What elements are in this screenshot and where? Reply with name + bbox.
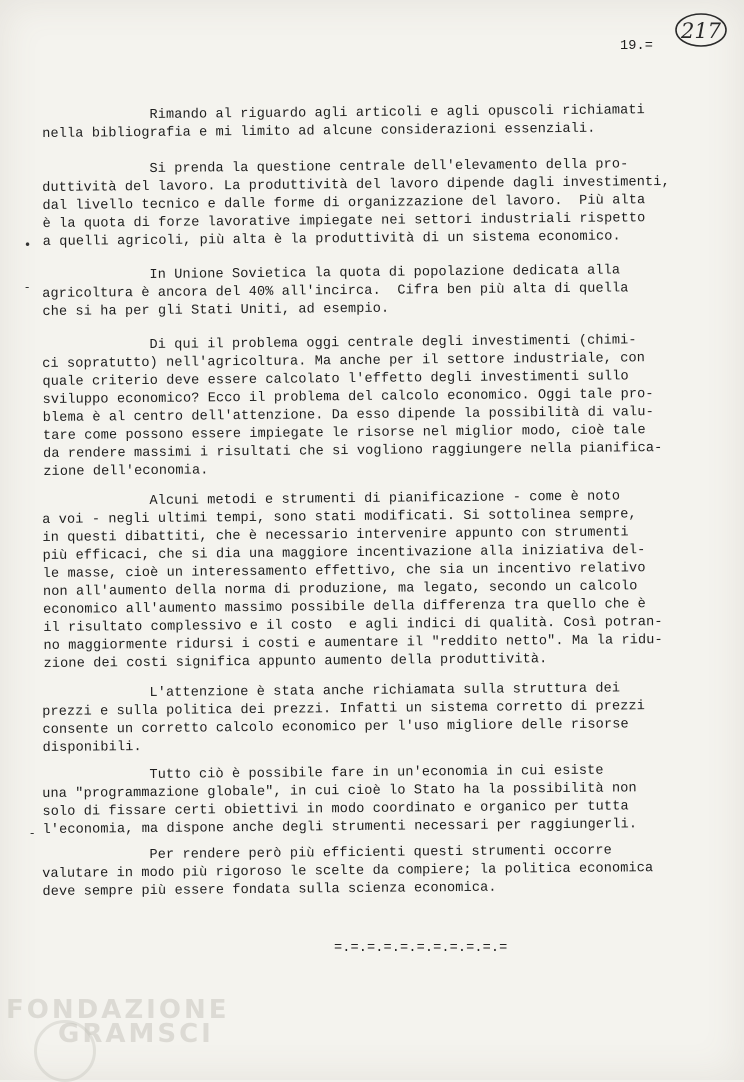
- paragraph-8: Per rendere però più efficienti questi strumenti occorre valutare in modo più rigoroso le scelte da compiere; la politica economica deve sempre più essere fondata sulla scienza economica.: [42, 843, 654, 900]
- watermark-line-1: FONDAZIONE: [6, 995, 230, 1025]
- archive-stamp: [673, 10, 729, 50]
- paragraph-2: Si prenda la questione centrale dell'elevamento della pro- duttività del lavoro. La produttività del lavoro dipende dagli investimenti, dal livello tecnico e dalle forme di organizzazione del lavoro. Più alta è la quota di forze lavorative impiegate nei settori industriali rispetto a quelli agricoli, più alta è la produttività di un sistema economico.: [42, 157, 670, 250]
- paragraph-4: Di qui il problema oggi centrale degli investimenti (chimi- ci sopratutto) nell'agricoltura. Ma anche per il settore industriale, con quale criterio deve essere calcolato l'effetto degli investimenti sullo sviluppo economico? Ecco il problema del calcolo economico. Oggi tale pro- blema è al centro dell'attenzione. Da esso dipende la possibilità di valu- tare come possono essere impiegate le risorse nel miglior modo, cioè tale da rendere massimi i risultati che si vogliono raggiungere nella pianifica- zione dell'economia.: [42, 333, 663, 480]
- margin-dash: -: [30, 826, 35, 840]
- margin-dot: •: [24, 238, 32, 252]
- watermark: [6, 995, 230, 1049]
- paragraph-3: In Unione Sovietica la quota di popolazione dedicata alla agricoltura è ancora del 40% all'incirca. Cifra ben più alta di quella che si ha per gli Stati Uniti, ad esempio.: [42, 263, 629, 320]
- page-number: 19.=: [620, 39, 654, 54]
- margin-dash: -: [25, 280, 30, 294]
- paragraph-1: Rimando al riguardo agli articoli e agli opuscoli richiamati nella bibliografia e mi limito ad alcune considerazioni essenziali.: [42, 103, 645, 142]
- paragraph-6: L'attenzione è stata anche richiamata sulla struttura dei prezzi e sulla politica dei prezzi. Infatti un sistema corretto di prezzi consente un corretto calcolo economico per l'uso migliore delle risorse disponibili.: [42, 681, 646, 756]
- paragraph-5: Alcuni metodi e strumenti di pianificazione - come è noto a voi - negli ultimi tempi, sono stati modificati. Si sottolinea sempre, in questi dibattiti, che è necessario intervenire appunto con strumenti più efficaci, che si dia una maggiore incentivazione alla iniziativa del- le masse, cioè un interessamento effettivo, che sia un incentivo relativo non all'aumento della norma di produzione, ma legato, secondo un calcolo economico all'aumento massimo possibile della differenza tra quello che è il risultato complessivo e il costo e agli indici di qualità. Così potran- no maggiormente ridursi i costi e aumentare il "reddito netto". Ma la ridu- zione dei costi significa appunto aumento della produttività.: [42, 489, 663, 672]
- stamp-number: 217: [680, 19, 722, 43]
- watermark-line-2: GRAMSCI: [58, 1019, 214, 1049]
- paragraph-7: Tutto ciò è possibile fare in un'economia in cui esiste una "programmazione globale", in cui cioè lo Stato ha la possibilità non solo di fissare certi obiettivi in modo coordinato e organico per tutta l'economia, ma dispone anche degli strumenti necessari per raggiungerli.: [42, 763, 638, 838]
- closing-rule: =.=.=.=.=.=.=.=.=.=.=: [334, 941, 508, 956]
